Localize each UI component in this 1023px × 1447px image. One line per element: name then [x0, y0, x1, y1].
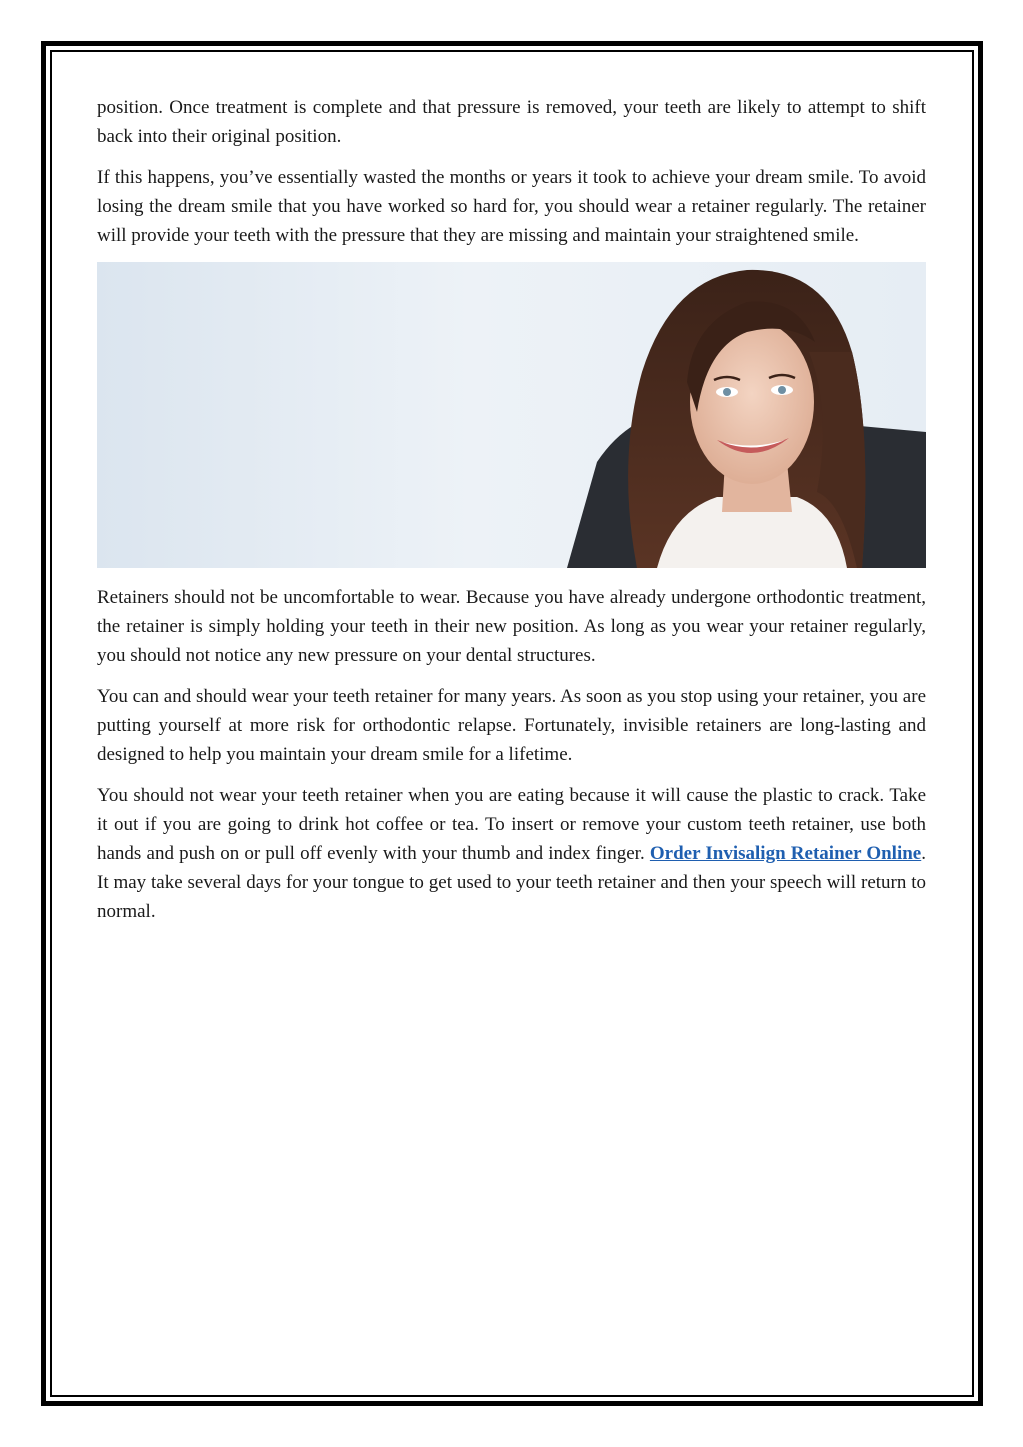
paragraph-3: Retainers should not be uncomfortable to wear. Because you have already undergone orthodontic treatment, the retainer is simply holding your teeth in their new position. As long as you wear your retainer regularly, you should not notice any new pressure on your dental structures. [97, 587, 926, 666]
smiling-woman-photo [97, 262, 926, 568]
paragraph-5-text-after: . It may take several days for your tongue to get used to your teeth retainer and then your speech will return to normal. [97, 843, 926, 922]
paragraph-5 [97, 781, 926, 926]
order-invisalign-retainer-link[interactable]: Order Invisalign Retainer Online [649, 843, 922, 864]
paragraph-2: If this happens, you’ve essentially wasted the months or years it took to achieve your dream smile. To avoid losing the dream smile that you have worked so hard for, you should wear a retainer regularly. The retainer will provide your teeth with the pressure that they are missing and maintain your straightened smile. [97, 167, 926, 246]
document-body [97, 93, 926, 938]
paragraph-1: position. Once treatment is complete and that pressure is removed, your teeth are likely to attempt to shift back into their original position. [97, 97, 926, 147]
paragraph-4: You can and should wear your teeth retainer for many years. As soon as you stop using your retainer, you are putting yourself at more risk for orthodontic relapse. Fortunately, invisible retainers are long-lasting and designed to help you maintain your dream smile for a lifetime. [97, 686, 926, 765]
paragraph-5-text-before: You should not wear your teeth retainer when you are eating because it will cause the plastic to crack. Take it out if you are going to drink hot coffee or tea. To insert or remove your custom teeth retainer, use both hands and push on or pull off evenly with your thumb and index finger. [97, 785, 926, 864]
